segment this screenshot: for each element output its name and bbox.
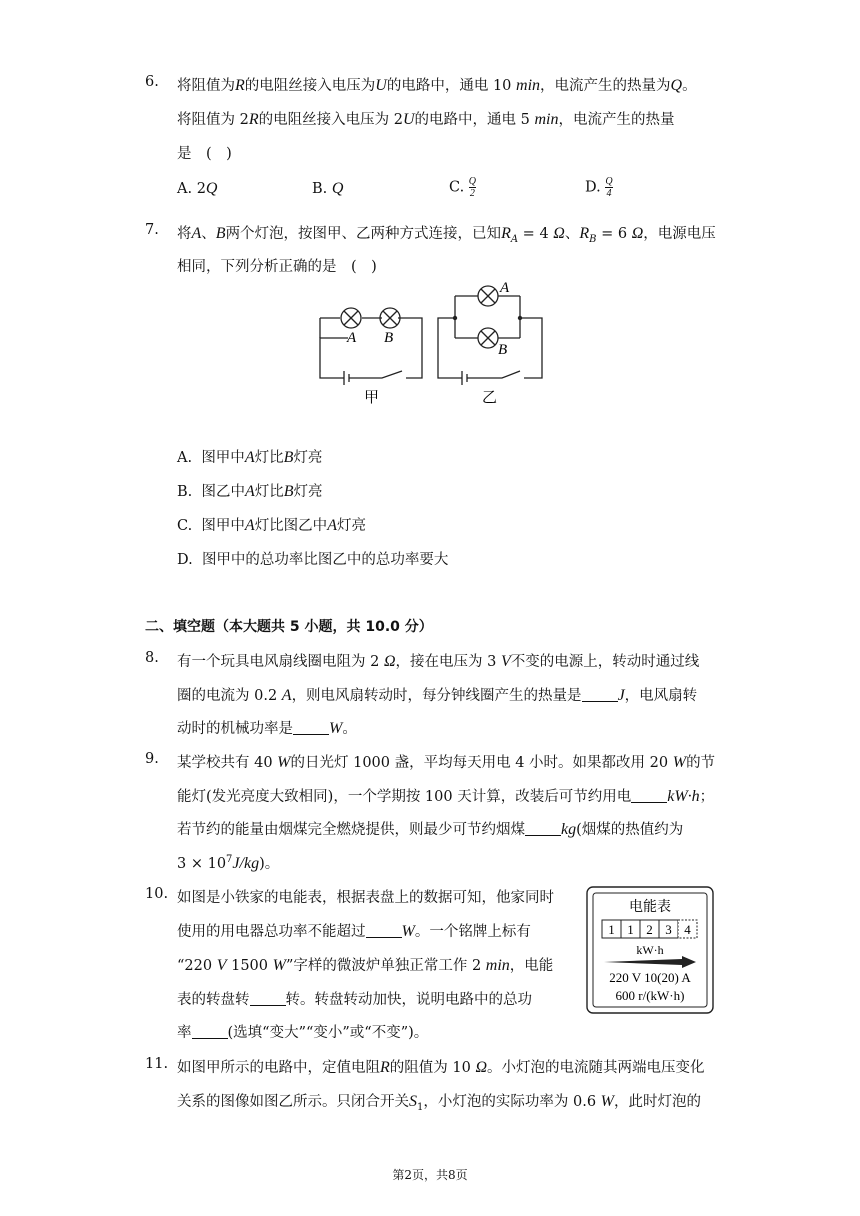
meter-digit: 2 [646,922,653,937]
q7-number: 7. [145,222,159,238]
lamp-a-label-yi: A [500,280,510,296]
q6-line-3: 是 ( ) [177,146,232,162]
q11-line-2: 关系的图像如图乙所示。只闭合开关$S_1$，小灯泡的实际功率为 0.6 W，此时灯泡的 [177,1093,701,1113]
q7-option-c: C. 图甲中A灯比图乙中A灯亮 [177,517,366,534]
q10-line-1: 如图是小铁家的电能表，根据表盘上的数据可知，他家同时 [177,890,554,906]
q8-number: 8. [145,650,159,666]
meter-digit: 1 [608,922,615,937]
q9-line-4: $3 \times 10^7J/kg$)。 [177,854,280,872]
lamp-a-label-jia: A [347,330,357,346]
answer-blank[interactable] [631,788,667,803]
fraction-q-over-2: $\frac{Q}{2}$ [468,176,477,199]
figure-yi-label: 乙 [482,390,498,406]
q7-option-d: D. 图甲中的总功率比图乙中的总功率要大 [177,552,449,568]
q10-line-3: “220 V 1500 W”字样的微波炉单独正常工作 2 min，电能 [177,957,554,974]
figure-jia-label: 甲 [364,390,380,406]
q10-line-4: 表的转盘转 转。转盘转动加快，说明电路中的总功 [177,992,532,1008]
meter-digit: 4 [684,922,691,937]
q9-line-2: 能灯(发光亮度大致相同)，一个学期按 100 天计算，改装后可节约用电 kW·h； [177,788,715,805]
meter-digit: 3 [665,922,672,937]
answer-blank[interactable] [366,923,402,938]
meter-unit: kW·h [636,943,664,957]
junction-dot-left [453,316,457,320]
q9-number: 9. [145,751,159,767]
answer-blank[interactable] [525,821,561,836]
circuit-yi [438,286,542,385]
q7-option-b: B. 图乙中A灯比B灯亮 [177,483,323,500]
q10-number: 10. [145,886,169,902]
answer-blank[interactable] [192,1024,228,1039]
meter-digit: 1 [627,922,634,937]
q9-line-1: 某学校共有 40 W的日光灯 1000 盏，平均每天用电 4 小时。如果都改用 20 W的节 [177,754,716,771]
q10-line-2: 使用的用电器总功率不能超过 W。一个铭牌上标有 [177,923,531,940]
meter-rating: 220 V 10(20) A [609,970,691,985]
q6-option-b: B. Q [312,180,344,197]
junction-dot-right [518,316,522,320]
answer-blank[interactable] [250,991,286,1006]
meter-title: 电能表 [629,900,671,915]
q6-line-1: 将阻值为R的电阻丝接入电压为U的电路中，通电 10 min，电流产生的热量为Q。 [177,77,697,94]
q7-option-a: A. 图甲中A灯比B灯亮 [177,449,323,466]
electric-meter-figure [586,886,714,1014]
meter-revolutions: 600 r/(kW·h) [615,988,685,1003]
q6-line-2: 将阻值为 2R的电阻丝接入电压为 2U的电路中，通电 5 min，电流产生的热量 [177,111,675,128]
lamp-b-label-yi: B [498,342,508,358]
fraction-q-over-4: $\frac{Q}{4}$ [605,176,613,199]
circuit-diagrams [310,276,560,408]
q7-line-1: 将A、B两个灯泡，按图甲、乙两种方式连接，已知$R_A = 4$ Ω、$R_B = 6$ Ω，电源电压 [177,225,716,245]
q6-number: 6. [145,74,159,90]
circuit-jia [320,308,422,385]
q8-line-1: 有一个玩具电风扇线圈电阻为 2 Ω，接在电压为 3 V不变的电源上，转动时通过线 [177,653,700,670]
q11-line-1: 如图甲所示的电路中，定值电阻R的阻值为 10 Ω。小灯泡的电流随其两端电压变化 [177,1059,705,1076]
q8-line-2: 圈的电流为 0.2 A，则电风扇转动时，每分钟线圈产生的热量是 J，电风扇转 [177,687,698,704]
q9-line-3: 若节约的能量由烟煤完全燃烧提供，则最少可节约烟煤 kg(烟煤的热值约为 [177,821,684,838]
q6-option-c: C. $\frac{Q}{2}$ [449,176,477,199]
answer-blank[interactable] [293,720,329,735]
q8-line-3: 动时的机械功率是 W。 [177,720,357,737]
q6-option-d: D. $\frac{Q}{4}$ [585,176,613,199]
q10-line-5: 率 (选填“变大”“变小”或“不变”)。 [177,1025,429,1041]
q6-option-a: A. 2Q [177,180,218,197]
answer-blank[interactable] [582,687,618,702]
page-footer: 第2页，共8页 [392,1168,468,1182]
q11-number: 11. [145,1056,169,1072]
q7-line-2: 相同，下列分析正确的是 ( ) [177,259,377,275]
lamp-b-label-jia: B [384,330,394,346]
section-heading-fill-in: 二、填空题（本大题共 5 小题，共 10.0 分） [145,619,433,635]
